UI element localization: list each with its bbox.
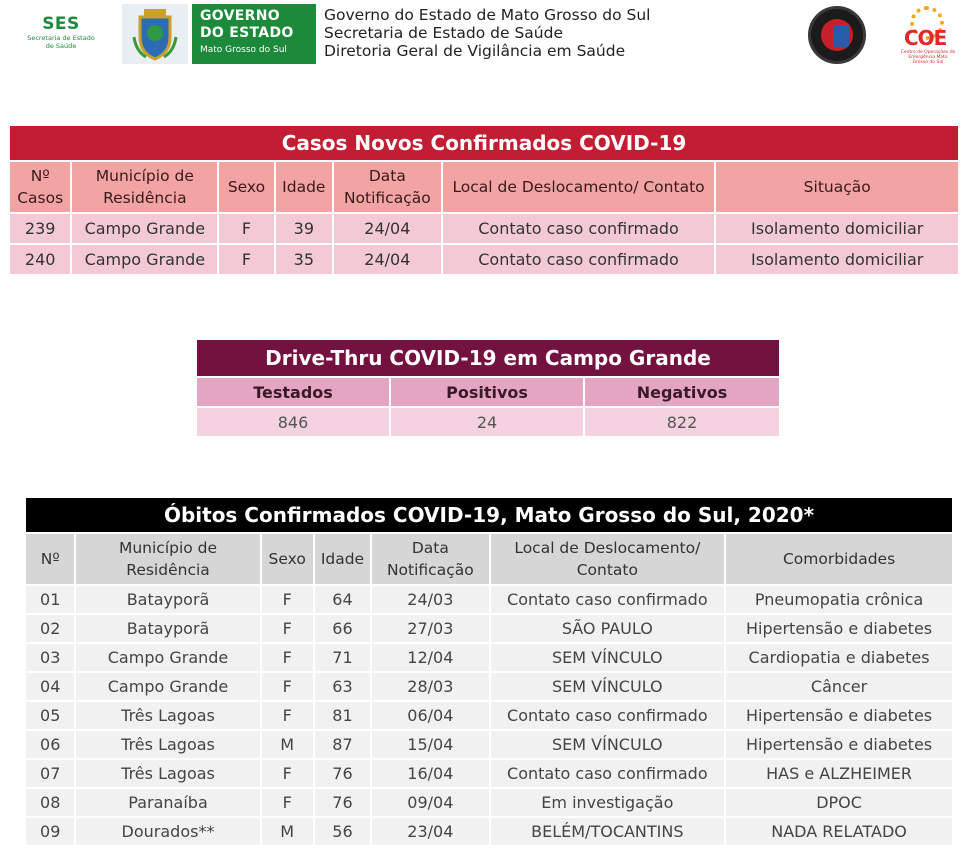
table-cell: 76 — [315, 789, 370, 816]
table-cell: 06/04 — [372, 702, 488, 729]
coe-logo-subtitle: Centro de Operações de Emergência Mato Grosso do Sul — [900, 50, 956, 65]
table-cell: 08 — [26, 789, 74, 816]
table-cell: Hipertensão e diabetes — [726, 615, 952, 642]
table-row — [10, 245, 958, 274]
table-cell: 239 — [10, 214, 70, 243]
table-cell: Contato caso confirmado — [443, 214, 715, 243]
table-cell: F — [262, 586, 313, 613]
table-cell: 63 — [315, 673, 370, 700]
page-header — [0, 0, 960, 72]
new-cases-title: Casos Novos Confirmados COVID-19 — [10, 126, 958, 160]
table-cell: 24/04 — [334, 214, 441, 243]
table-cell: Batayporã — [76, 615, 259, 642]
table-cell: 07 — [26, 760, 74, 787]
table-row — [26, 673, 952, 700]
header-cell: Negativos — [585, 378, 779, 406]
coe-logo — [898, 2, 956, 64]
table-cell: Dourados** — [76, 818, 259, 845]
government-logo-line3: Mato Grosso do Sul — [200, 45, 287, 55]
drive-thru-header-row — [197, 378, 779, 406]
table-cell: Contato caso confirmado — [491, 586, 725, 613]
table-row — [10, 214, 958, 243]
drive-thru-title: Drive-Thru COVID-19 em Campo Grande — [197, 340, 779, 376]
table-cell: Campo Grande — [76, 644, 259, 671]
ses-logo — [24, 14, 98, 50]
table-cell: SEM VÍNCULO — [491, 673, 725, 700]
table-cell: 27/03 — [372, 615, 488, 642]
header-cell: Nº — [26, 534, 74, 584]
table-cell: F — [262, 644, 313, 671]
header-cell: Município de Residência — [76, 534, 259, 584]
table-cell: Hipertensão e diabetes — [726, 731, 952, 758]
table-cell: 846 — [197, 408, 389, 436]
table-row — [26, 789, 952, 816]
table-row — [197, 408, 779, 436]
table-row — [26, 615, 952, 642]
table-cell: Cardiopatia e diabetes — [726, 644, 952, 671]
header-cell: Idade — [315, 534, 370, 584]
table-cell: F — [262, 789, 313, 816]
surveillance-seal-icon — [808, 6, 866, 64]
header-cell: Data Notificação — [334, 162, 441, 212]
ses-logo-subtitle-1: Secretaria de Estado — [27, 34, 95, 42]
table-row — [26, 644, 952, 671]
table-cell: 03 — [26, 644, 74, 671]
table-cell: Campo Grande — [72, 214, 217, 243]
table-cell: Isolamento domiciliar — [716, 214, 958, 243]
table-cell: Em investigação — [491, 789, 725, 816]
table-cell: Campo Grande — [76, 673, 259, 700]
header-cell: Local de Deslocamento/ Contato — [491, 534, 725, 584]
header-cell: Sexo — [219, 162, 273, 212]
table-cell: F — [262, 615, 313, 642]
coe-logo-label: COE — [904, 26, 947, 50]
state-coat-of-arms-icon — [122, 4, 188, 64]
organization-line3: Diretoria Geral de Vigilância em Saúde — [324, 42, 626, 60]
table-row — [26, 760, 952, 787]
table-cell: M — [262, 818, 313, 845]
table-cell: Contato caso confirmado — [491, 702, 725, 729]
table-cell: NADA RELATADO — [726, 818, 952, 845]
table-cell: DPOC — [726, 789, 952, 816]
table-cell: Três Lagoas — [76, 702, 259, 729]
table-cell: Contato caso confirmado — [491, 760, 725, 787]
table-cell: 23/04 — [372, 818, 488, 845]
table-cell: 56 — [315, 818, 370, 845]
table-cell: 39 — [276, 214, 332, 243]
table-cell: 09 — [26, 818, 74, 845]
table-cell: SEM VÍNCULO — [491, 644, 725, 671]
table-cell: 15/04 — [372, 731, 488, 758]
header-cell: Idade — [276, 162, 332, 212]
table-cell: 05 — [26, 702, 74, 729]
header-cell: Situação — [716, 162, 958, 212]
table-cell: 240 — [10, 245, 70, 274]
table-cell: Três Lagoas — [76, 731, 259, 758]
table-cell: 24 — [391, 408, 583, 436]
table-cell: 822 — [585, 408, 779, 436]
new-cases-header-row — [10, 162, 958, 212]
table-cell: 24/04 — [334, 245, 441, 274]
header-cell: Local de Deslocamento/ Contato — [443, 162, 715, 212]
table-cell: HAS e ALZHEIMER — [726, 760, 952, 787]
table-cell: 87 — [315, 731, 370, 758]
drive-thru-table — [195, 338, 781, 438]
table-cell: 28/03 — [372, 673, 488, 700]
table-cell: Pneumopatia crônica — [726, 586, 952, 613]
table-cell: Três Lagoas — [76, 760, 259, 787]
table-cell: SEM VÍNCULO — [491, 731, 725, 758]
header-cell: Positivos — [391, 378, 583, 406]
table-cell: SÃO PAULO — [491, 615, 725, 642]
table-cell: 09/04 — [372, 789, 488, 816]
government-logo — [192, 4, 316, 64]
table-cell: Batayporã — [76, 586, 259, 613]
table-cell: F — [219, 214, 273, 243]
table-cell: 12/04 — [372, 644, 488, 671]
government-logo-line2: DO ESTADO — [200, 25, 294, 41]
table-row — [26, 731, 952, 758]
table-cell: 64 — [315, 586, 370, 613]
table-cell: Hipertensão e diabetes — [726, 702, 952, 729]
table-cell: F — [262, 702, 313, 729]
table-cell: 66 — [315, 615, 370, 642]
table-cell: 01 — [26, 586, 74, 613]
deaths-title: Óbitos Confirmados COVID-19, Mato Grosso do Sul, 2020* — [26, 498, 952, 532]
table-cell: F — [262, 760, 313, 787]
table-cell: 71 — [315, 644, 370, 671]
government-logo-line1: GOVERNO — [200, 8, 280, 24]
header-cell: Testados — [197, 378, 389, 406]
table-cell: Isolamento domiciliar — [716, 245, 958, 274]
new-cases-table — [8, 124, 960, 276]
table-row — [26, 586, 952, 613]
table-cell: 81 — [315, 702, 370, 729]
table-cell: F — [262, 673, 313, 700]
table-cell: 35 — [276, 245, 332, 274]
ses-logo-title: SES — [42, 14, 80, 34]
table-cell: Contato caso confirmado — [443, 245, 715, 274]
header-cell: Município de Residência — [72, 162, 217, 212]
deaths-table — [24, 496, 954, 847]
header-cell: Comorbidades — [726, 534, 952, 584]
table-cell: 16/04 — [372, 760, 488, 787]
organization-text — [324, 6, 650, 60]
header-cell: Sexo — [262, 534, 313, 584]
organization-line1: Governo do Estado de Mato Grosso do Sul — [324, 6, 651, 24]
table-cell: 04 — [26, 673, 74, 700]
table-cell: Campo Grande — [72, 245, 217, 274]
table-cell: BELÉM/TOCANTINS — [491, 818, 725, 845]
table-cell: M — [262, 731, 313, 758]
table-cell: 76 — [315, 760, 370, 787]
deaths-header-row — [26, 534, 952, 584]
table-cell: 02 — [26, 615, 74, 642]
table-row — [26, 702, 952, 729]
header-cell: Nº Casos — [10, 162, 70, 212]
table-cell: 24/03 — [372, 586, 488, 613]
table-cell: Câncer — [726, 673, 952, 700]
table-cell: 06 — [26, 731, 74, 758]
header-cell: Data Notificação — [372, 534, 488, 584]
table-row — [26, 818, 952, 845]
table-cell: Paranaíba — [76, 789, 259, 816]
organization-line2: Secretaria de Estado de Saúde — [324, 24, 563, 42]
table-cell: F — [219, 245, 273, 274]
ses-logo-subtitle-2: de Saúde — [45, 42, 77, 50]
